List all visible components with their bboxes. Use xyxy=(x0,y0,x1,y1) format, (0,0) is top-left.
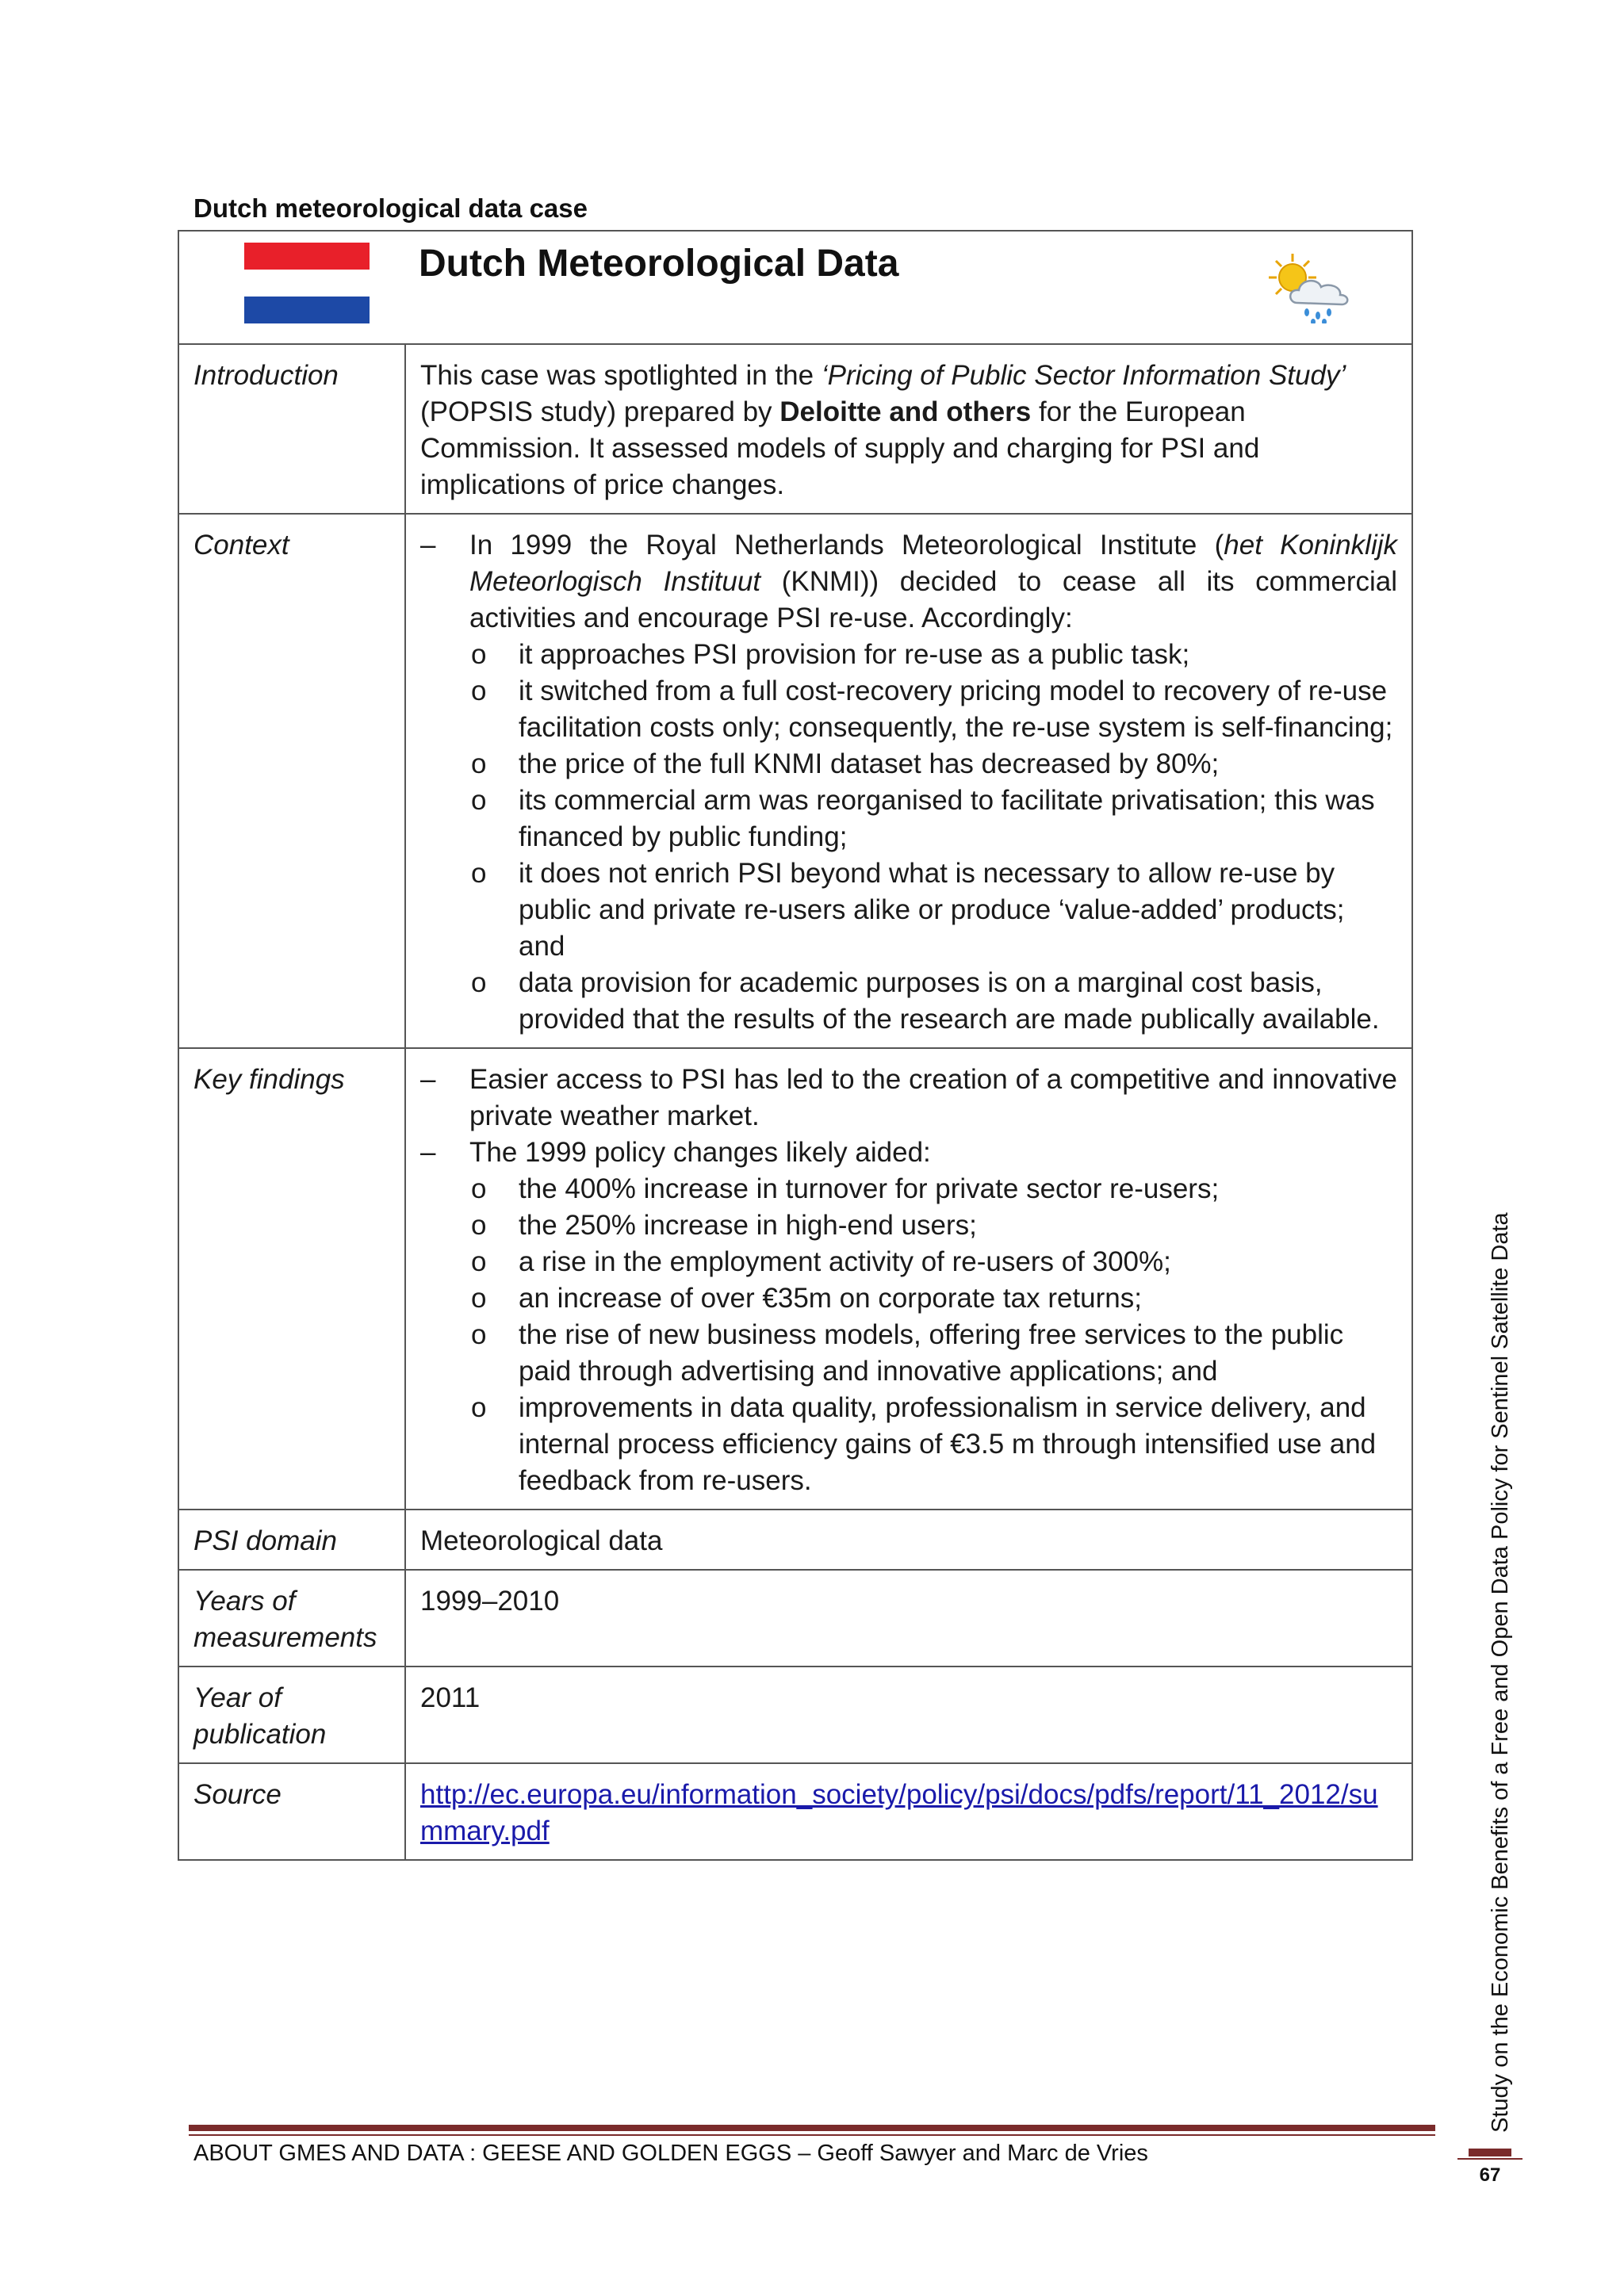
dash-icon: – xyxy=(420,1137,436,1168)
context-row xyxy=(178,514,1412,1048)
bullet-icon: o xyxy=(471,785,487,816)
list-item: o improvements in data quality, professionalism in service delivery, and internal process efficiency gains of €3.5 m through intensified use and feedback from re-users. xyxy=(420,1390,1397,1499)
context-label: Context xyxy=(178,514,405,1048)
bullet-icon: o xyxy=(471,1246,487,1277)
context-content xyxy=(405,514,1412,1048)
year-of-publication-row xyxy=(178,1667,1412,1763)
introduction-label: Introduction xyxy=(178,344,405,514)
case-table xyxy=(178,230,1413,1861)
list-item: – The 1999 policy changes likely aided: xyxy=(420,1135,1397,1171)
section-heading: Dutch meteorological data case xyxy=(193,193,588,223)
side-title: Study on the Economic Benefits of a Free and Open Data Policy for Sentinel Satellite Data xyxy=(1488,1212,1513,2133)
list-item: o it does not enrich PSI beyond what is necessary to allow re-use by public and private re-users alike or produce ‘value-added’ products; and xyxy=(420,855,1397,965)
list-item: o it approaches PSI provision for re-use as a public task; xyxy=(420,637,1397,673)
years-of-measurements-value: 1999–2010 xyxy=(405,1570,1412,1667)
bullet-icon: o xyxy=(471,967,487,998)
page-number-line xyxy=(1457,2158,1522,2160)
footer-rule xyxy=(189,2125,1435,2131)
source-link[interactable]: http://ec.europa.eu/information_society/policy/psi/docs/pdfs/report/11_2012/summary.pdf xyxy=(420,1779,1378,1846)
list-item: o data provision for academic purposes is on a marginal cost basis, provided that the results of the research are made publically available. xyxy=(420,965,1397,1038)
bullet-icon: o xyxy=(471,1319,487,1350)
list-item: o its commercial arm was reorganised to facilitate privatisation; this was financed by public funding; xyxy=(420,783,1397,855)
list-item: o the rise of new business models, offering free services to the public paid through advertising and innovative applications; and xyxy=(420,1317,1397,1390)
list-item: o an increase of over €35m on corporate tax returns; xyxy=(420,1280,1397,1317)
list-item: – In 1999 the Royal Netherlands Meteorological Institute (het Koninklijk Meteorlogisch Instituut (KNMI)) decided to cease all its commercial activities and encourage PSI re-use. Accordingly: xyxy=(420,527,1397,637)
psi-domain-value: Meteorological data xyxy=(405,1510,1412,1570)
footer-rule-thin xyxy=(189,2134,1435,2136)
list-item: o the 400% increase in turnover for private sector re-users; xyxy=(420,1171,1397,1207)
years-of-measurements-label: Years of measurements xyxy=(178,1570,405,1667)
introduction-row xyxy=(178,344,1412,514)
bullet-icon: o xyxy=(471,748,487,779)
list-item: o it switched from a full cost-recovery pricing model to recovery of re-use facilitation costs only; consequently, the re-use system is self-financing; xyxy=(420,673,1397,746)
year-of-publication-label: Year of publication xyxy=(178,1667,405,1763)
list-item: o a rise in the employment activity of re-users of 300%; xyxy=(420,1244,1397,1280)
bullet-icon: o xyxy=(471,1283,487,1314)
key-findings-label: Key findings xyxy=(178,1048,405,1510)
list-item: o the price of the full KNMI dataset has decreased by 80%; xyxy=(420,746,1397,783)
title-row xyxy=(178,231,1412,344)
list-item: o the 250% increase in high-end users; xyxy=(420,1207,1397,1244)
source-row xyxy=(178,1763,1412,1860)
bullet-icon: o xyxy=(471,639,487,670)
page-number: 67 xyxy=(1479,2164,1501,2186)
dash-icon: – xyxy=(420,1064,436,1095)
psi-domain-row xyxy=(178,1510,1412,1570)
psi-domain-label: PSI domain xyxy=(178,1510,405,1570)
case-title: Dutch Meteorological Data xyxy=(419,243,899,285)
list-item: – Easier access to PSI has led to the creation of a competitive and innovative private weather market. xyxy=(420,1062,1397,1135)
key-findings-row xyxy=(178,1048,1412,1510)
bullet-icon: o xyxy=(471,858,487,889)
introduction-text: This case was spotlighted in the ‘Pricing of Public Sector Information Study’ (POPSIS study) prepared by Deloitte and others for the European Commission. It assessed models of supply and charging for PSI and implications of price changes. xyxy=(405,344,1412,514)
bullet-icon: o xyxy=(471,1173,487,1204)
bullet-icon: o xyxy=(471,675,487,706)
weather-sun-cloud-rain-icon xyxy=(1266,251,1354,323)
source-cell xyxy=(405,1763,1412,1860)
bullet-icon: o xyxy=(471,1392,487,1423)
footer-text: ABOUT GMES AND DATA : GEESE AND GOLDEN EGGS – Geoff Sawyer and Marc de Vries xyxy=(193,2141,1148,2166)
netherlands-flag-icon xyxy=(244,243,370,323)
page-number-bar xyxy=(1469,2149,1511,2156)
source-label: Source xyxy=(178,1763,405,1860)
year-of-publication-value: 2011 xyxy=(405,1667,1412,1763)
key-findings-content xyxy=(405,1048,1412,1510)
bullet-icon: o xyxy=(471,1210,487,1241)
years-of-measurements-row xyxy=(178,1570,1412,1667)
dash-icon: – xyxy=(420,530,436,561)
